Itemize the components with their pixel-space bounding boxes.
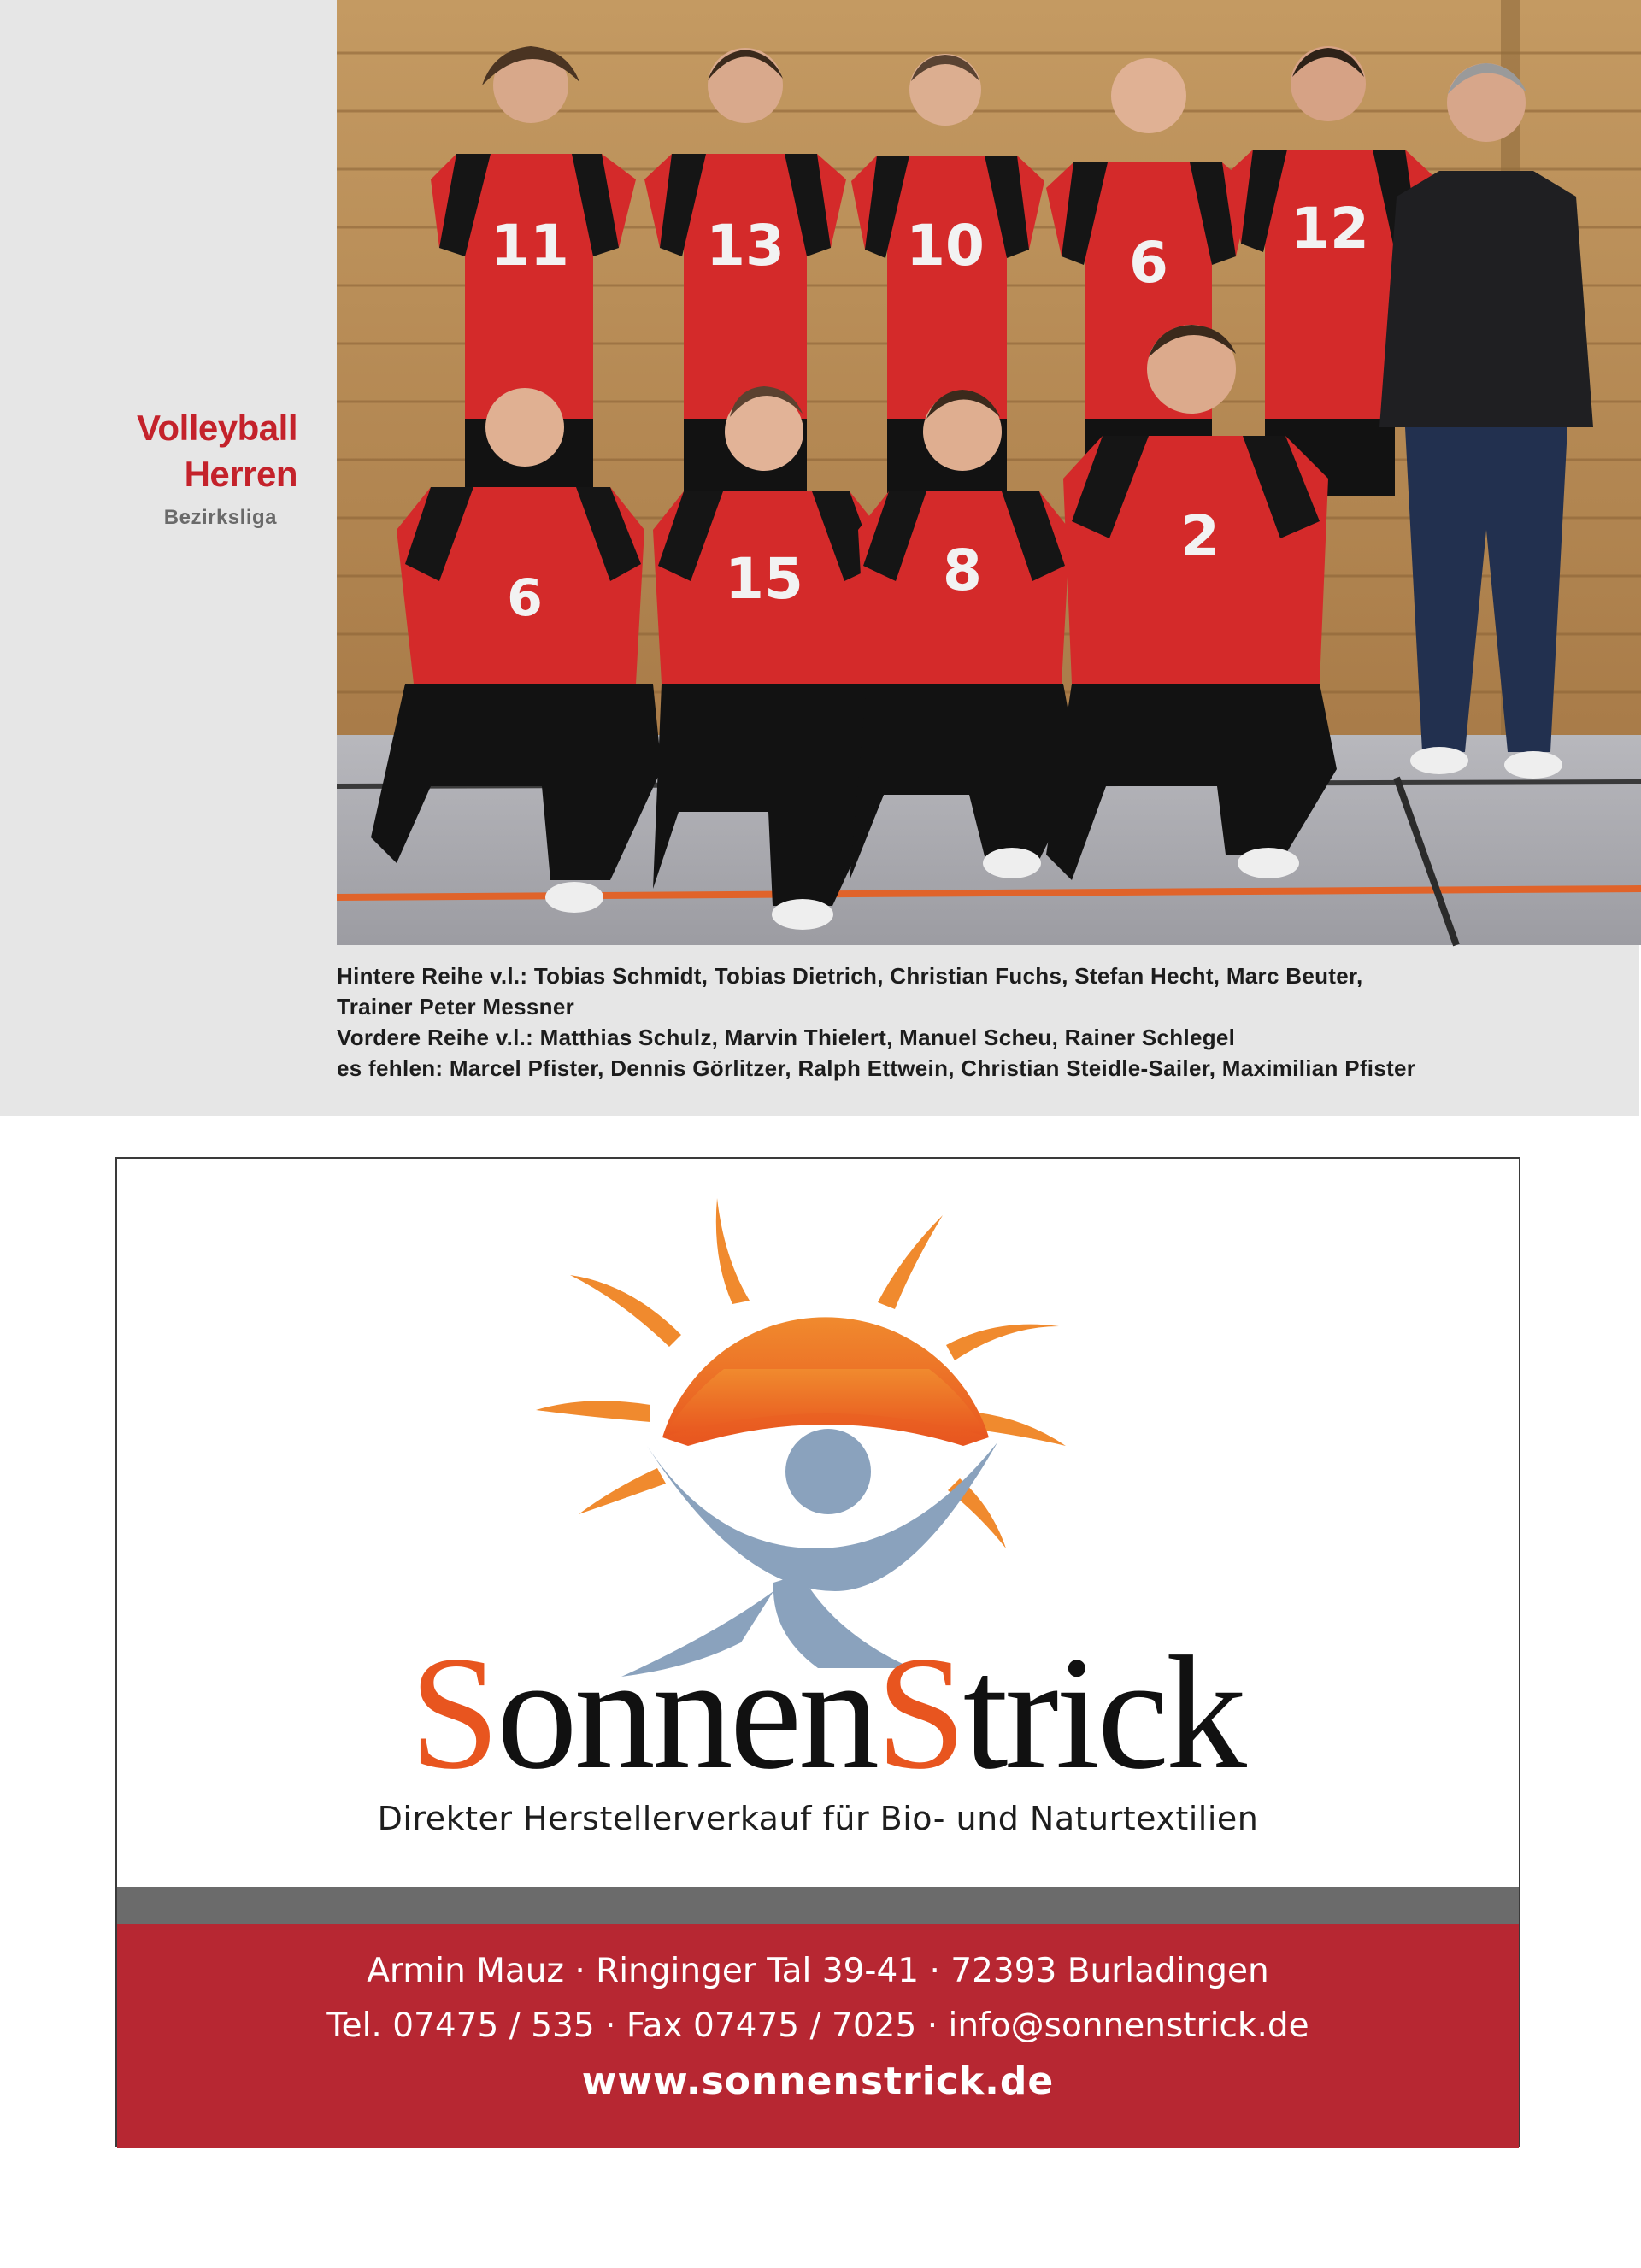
jersey-number: 15 [725, 546, 803, 612]
caption-line: Trainer Peter Messner [337, 994, 574, 1019]
jersey-number: 2 [1180, 503, 1220, 569]
grey-divider-band [117, 1887, 1519, 1924]
jersey-number: 6 [1129, 230, 1168, 296]
photo-caption [337, 961, 1619, 1084]
league-label: Bezirksliga [163, 506, 277, 529]
brand-initial-s2: S [876, 1624, 963, 1803]
caption-line: Vordere Reihe v.l.: Matthias Schulz, Marvin Thielert, Manuel Scheu, Rainer Schlegel [337, 1025, 1236, 1050]
contact-line: Tel. 07475 / 535 · Fax 07475 / 7025 · info@sonnenstrick.de [326, 2007, 1309, 2045]
brand-initial-s: S [409, 1624, 497, 1803]
website-line: www.sonnenstrick.de [581, 2059, 1055, 2103]
section-label [34, 405, 297, 533]
jersey-number: 8 [943, 538, 982, 603]
sonnenstrick-advertisement [115, 1157, 1520, 2147]
address-line: Armin Mauz · Ringinger Tal 39-41 · 72393 Burladingen [367, 1952, 1269, 1990]
jersey-number: 6 [507, 568, 543, 628]
jersey-number: 10 [906, 213, 985, 279]
jersey-number: 12 [1291, 196, 1369, 261]
ad-tagline: Direkter Herstellerverkauf für Bio- und Naturtextilien [377, 1800, 1259, 1837]
caption-line: Hintere Reihe v.l.: Tobias Schmidt, Tobias Dietrich, Christian Fuchs, Stefan Hecht, Marc Beuter, [337, 963, 1363, 989]
jersey-number: 11 [491, 213, 569, 279]
svg-text:SonnenStrick [409, 1624, 1247, 1803]
sonnenstrick-logo [409, 1190, 1244, 1805]
brand-word-strick: trick [962, 1624, 1244, 1803]
team-photo [337, 0, 1641, 945]
caption-line: es fehlen: Marcel Pfister, Dennis Görlitzer, Ralph Ettwein, Christian Steidle-Sailer, Maximilian Pfister [337, 1055, 1416, 1081]
section-title-line1: Volleyball [137, 408, 297, 448]
jersey-number: 13 [706, 213, 785, 279]
section-title-line2: Herren [184, 454, 297, 494]
contact-band [117, 1924, 1519, 2148]
brand-word-sonnen: onnen [496, 1624, 877, 1803]
